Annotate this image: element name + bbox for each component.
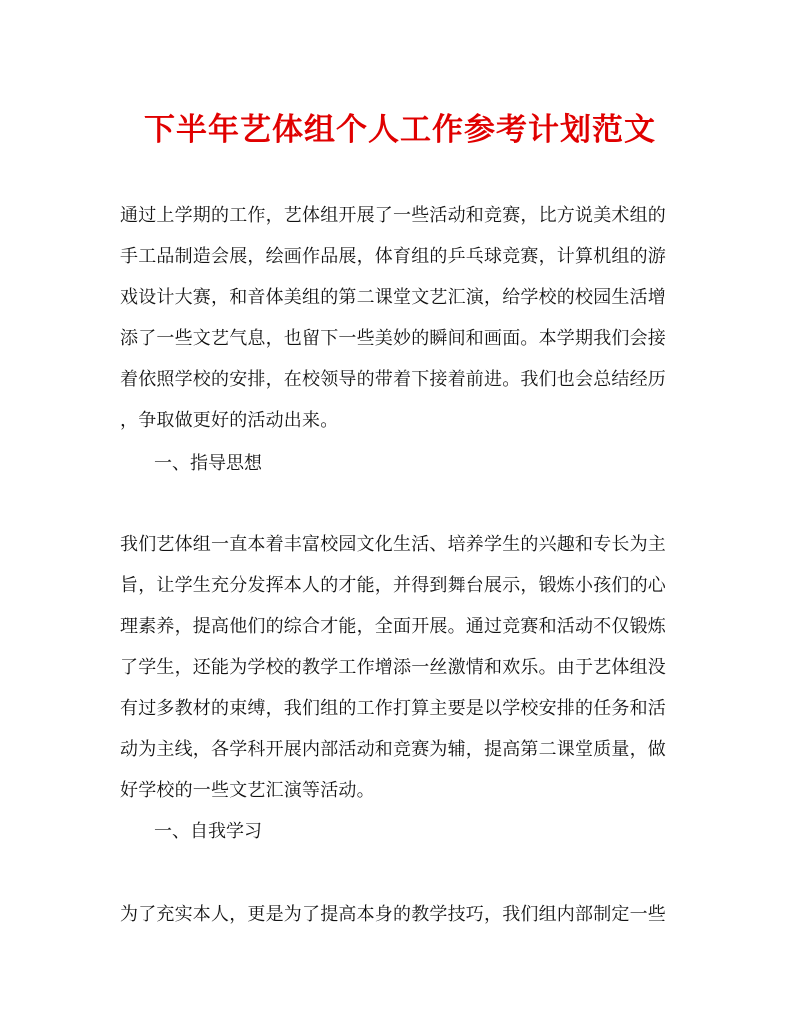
paragraph-line: 为了充实本人，更是为了提高本身的教学技巧，我们组内部制定一些 — [120, 904, 666, 925]
paragraph-line: 戏设计大赛，和音体美组的第二课堂文艺汇演，给学校的校园生活增 — [120, 287, 666, 308]
section-heading-guiding-thought: 一、指导思想 — [154, 453, 262, 474]
paragraph-line: ，争取做更好的活动出来。 — [120, 410, 339, 431]
paragraph-line: 通过上学期的工作，艺体组开展了一些活动和竞赛，比方说美术组的 — [120, 205, 666, 226]
paragraph-line: 有过多教材的束缚，我们组的工作打算主要是以学校安排的任务和活 — [120, 698, 666, 719]
paragraph-line: 动为主线，各学科开展内部活动和竞赛为辅，提高第二课堂质量，做 — [120, 739, 666, 760]
paragraph-line: 着依照学校的安排，在校领导的带着下接着前进。我们也会总结经历 — [120, 369, 666, 390]
document-title: 下半年艺体组个人工作参考计划范文 — [144, 112, 656, 148]
section-heading-self-study: 一、自我学习 — [154, 821, 262, 842]
paragraph-line: 了学生，还能为学校的教学工作增添一丝激情和欢乐。由于艺体组没 — [120, 657, 666, 678]
paragraph-line: 添了一些文艺气息，也留下一些美妙的瞬间和画面。本学期我们会接 — [120, 328, 666, 349]
paragraph-line: 我们艺体组一直本着丰富校园文化生活、培养学生的兴趣和专长为主 — [120, 534, 666, 555]
paragraph-line: 手工品制造会展，绘画作品展，体育组的乒乓球竞赛，计算机组的游 — [120, 246, 666, 267]
paragraph-line: 理素养，提高他们的综合才能，全面开展。通过竞赛和活动不仅锻炼 — [120, 616, 666, 637]
paragraph-line: 好学校的一些文艺汇演等活动。 — [120, 780, 375, 801]
paragraph-line: 旨，让学生充分发挥本人的才能，并得到舞台展示，锻炼小孩们的心 — [120, 575, 666, 596]
